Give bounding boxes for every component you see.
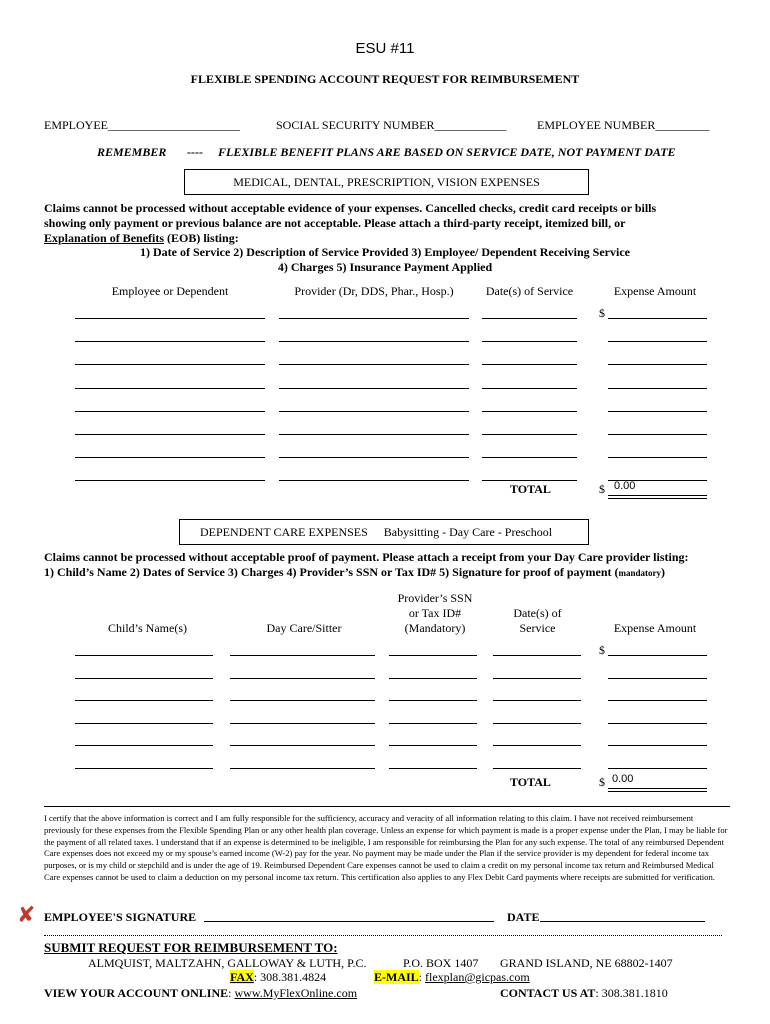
medical-total-line-1 <box>608 495 707 496</box>
view-account-label: VIEW YOUR ACCOUNT ONLINE <box>44 986 229 1000</box>
dependent-row-ssn-field[interactable] <box>389 700 477 701</box>
medical-row-amount-field[interactable] <box>608 434 707 435</box>
date-line[interactable] <box>540 921 705 922</box>
medical-row-provider-field[interactable] <box>279 341 469 342</box>
dependent-row-daycare-field[interactable] <box>230 745 375 746</box>
medical-row-provider-field[interactable] <box>279 457 469 458</box>
dependent-row-date-field[interactable] <box>493 745 581 746</box>
dependent-row-child-field[interactable] <box>75 678 213 679</box>
dependent-row-daycare-field[interactable] <box>230 655 375 656</box>
medical-row-employee-field[interactable] <box>75 341 265 342</box>
medical-instructions-2: showing only payment or previous balance are not acceptable. Please attach a third-party receipt, itemized bill, or <box>44 216 626 230</box>
medical-row-employee-field[interactable] <box>75 434 265 435</box>
dependent-dollar-sign: $ <box>599 643 605 657</box>
certification-text: I certify that the above information is correct and I am fully responsible for the sufficiency, accuracy and veracity of all information relating to this claim. I have not received reimbursement previously for these expenses from the Flexible Spending Plan or any other health plan coverage. Unless an expense for which payment is made is a proper expense under the Plan, I may be liable for the payment of all related taxes. I understand that if an expense is determined to be ineligible, I am responsible for reimbursing the Plan for any such expense. The total of any reimbursed Dependent Care expenses does not exceed my or my spouse’s earned income (W-2) pay for the year. No payment may be made under the Plan if the service provider is my dependent for federal income tax purposes, or is my child or stepchild and is under the age of 19. Reimbursed Dependent Care expenses cannot be used to claim a credit on my personal income tax return and Reimbursed Medical Care expenses cannot be used to claim a deduction on my personal income tax return. This certification also applies to any Flex Debit Card payments where receipts are submitted for verification. <box>44 813 728 882</box>
eob-link[interactable]: Explanation of Benefits <box>44 231 165 245</box>
dependent-instructions-1: Claims cannot be processed without acceptable proof of payment. Please attach a receipt from your Day Care provider listing: <box>44 550 689 564</box>
reminder-label: REMEMBER <box>97 145 167 159</box>
medical-row-amount-field[interactable] <box>608 388 707 389</box>
x-mark-icon: ✘ <box>17 903 36 928</box>
medical-total-value[interactable]: 0.00 <box>614 480 636 492</box>
email-line: E-MAIL: flexplan@gicpas.com <box>374 970 530 984</box>
dependent-row-date-field[interactable] <box>493 700 581 701</box>
medical-row-date-field[interactable] <box>482 364 577 365</box>
medical-total-dollar: $ <box>599 482 605 496</box>
employee-field[interactable]: EMPLOYEE______________________ <box>44 118 240 132</box>
col-provider-ssn-2: or Tax ID# <box>408 606 462 620</box>
medical-row-amount-field[interactable] <box>608 341 707 342</box>
signature-label: EMPLOYEE'S SIGNATURE <box>44 910 197 924</box>
medical-row-provider-field[interactable] <box>279 480 469 481</box>
medical-section-box <box>184 169 589 195</box>
dependent-row-amount-field[interactable] <box>608 700 707 701</box>
medical-row-employee-field[interactable] <box>75 364 265 365</box>
medical-row-date-field[interactable] <box>482 388 577 389</box>
date-label: DATE <box>507 910 540 924</box>
email-link[interactable]: flexplan@gicpas.com <box>425 970 530 984</box>
employee-number-field[interactable]: EMPLOYEE NUMBER_________ <box>537 118 710 132</box>
dependent-row-date-field[interactable] <box>493 768 581 769</box>
medical-row-amount-field[interactable] <box>608 411 707 412</box>
fax-label: FAX <box>230 970 254 984</box>
reminder-dash: ---- <box>187 145 203 159</box>
medical-row-provider-field[interactable] <box>279 411 469 412</box>
dependent-row-child-field[interactable] <box>75 700 213 701</box>
dependent-row-date-field[interactable] <box>493 678 581 679</box>
col-dep-dates-1: Date(s) of <box>513 606 562 620</box>
medical-row-employee-field[interactable] <box>75 388 265 389</box>
ssn-field[interactable]: SOCIAL SECURITY NUMBER____________ <box>276 118 507 132</box>
po-box: P.O. BOX 1407 <box>403 956 479 970</box>
dependent-total-line-1 <box>608 788 707 789</box>
dependent-total-line-2 <box>608 791 707 792</box>
dependent-row-date-field[interactable] <box>493 723 581 724</box>
submit-heading: SUBMIT REQUEST FOR REIMBURSEMENT TO: <box>44 940 338 955</box>
dependent-row-child-field[interactable] <box>75 745 213 746</box>
signature-line[interactable] <box>204 921 494 922</box>
dependent-row-daycare-field[interactable] <box>230 700 375 701</box>
dependent-row-amount-field[interactable] <box>608 678 707 679</box>
medical-total-label: TOTAL <box>510 482 551 496</box>
fax-line <box>230 970 326 985</box>
dependent-row-daycare-field[interactable] <box>230 678 375 679</box>
dependent-row-daycare-field[interactable] <box>230 723 375 724</box>
medical-row-date-field[interactable] <box>482 457 577 458</box>
medical-row-employee-field[interactable] <box>75 318 265 319</box>
col-provider-ssn-3: (Mandatory) <box>404 621 466 635</box>
medical-row-amount-field[interactable] <box>608 318 707 319</box>
dependent-row-amount-field[interactable] <box>608 745 707 746</box>
dependent-row-child-field[interactable] <box>75 723 213 724</box>
dependent-section-subtitle: Babysitting - Day Care - Preschool <box>383 524 553 539</box>
medical-row-provider-field[interactable] <box>279 364 469 365</box>
dependent-row-ssn-field[interactable] <box>389 678 477 679</box>
dependent-total-value[interactable]: 0.00 <box>612 773 634 785</box>
dependent-total-dollar: $ <box>599 775 605 789</box>
dependent-section-title: DEPENDENT CARE EXPENSES <box>200 524 368 539</box>
contact-label: CONTACT US AT <box>500 986 596 1000</box>
medical-list-1: 1) Date of Service 2) Description of Service Provided 3) Employee/ Dependent Receiving Service <box>140 245 630 259</box>
medical-row-employee-field[interactable] <box>75 411 265 412</box>
col-dates-of-service: Date(s) of Service <box>485 284 574 298</box>
dependent-row-ssn-field[interactable] <box>389 768 477 769</box>
dependent-instructions-2: 1) Child’s Name 2) Dates of Service 3) Charges 4) Provider’s SSN or Tax ID# 5) Signature for proof of payment (mandatory) <box>44 565 666 579</box>
dependent-section-box <box>179 519 589 545</box>
reminder-text: FLEXIBLE BENEFIT PLANS ARE BASED ON SERVICE DATE, NOT PAYMENT DATE <box>218 145 676 159</box>
col-provider-ssn-1: Provider’s SSN <box>397 591 473 605</box>
dependent-row-date-field[interactable] <box>493 655 581 656</box>
company-name: ALMQUIST, MALTZAHN, GALLOWAY & LUTH, P.C. <box>88 956 367 970</box>
dependent-row-amount-field[interactable] <box>608 655 707 656</box>
view-account-line: VIEW YOUR ACCOUNT ONLINE: www.MyFlexOnline.com <box>44 986 358 1000</box>
form-title: FLEXIBLE SPENDING ACCOUNT REQUEST FOR REIMBURSEMENT <box>190 72 580 86</box>
medical-row-date-field[interactable] <box>482 318 577 319</box>
contact-phone: : 308.381.1810 <box>595 986 668 1000</box>
dependent-row-amount-field[interactable] <box>608 723 707 724</box>
medical-row-amount-field[interactable] <box>608 364 707 365</box>
col-child-name: Child’s Name(s) <box>108 621 187 635</box>
contact-line <box>500 986 668 1001</box>
col-provider: Provider (Dr, DDS, Phar., Hosp.) <box>294 284 454 298</box>
medical-row-employee-field[interactable] <box>75 457 265 458</box>
dependent-row-child-field[interactable] <box>75 655 213 656</box>
col-employee-dependent: Employee or Dependent <box>111 284 229 298</box>
medical-row-provider-field[interactable] <box>279 434 469 435</box>
medical-dollar-sign: $ <box>599 306 605 320</box>
dependent-row-child-field[interactable] <box>75 768 213 769</box>
medical-instructions-3: Explanation of Benefits (EOB) listing: <box>44 231 239 245</box>
email-label: E-MAIL <box>374 970 419 984</box>
dependent-row-daycare-field[interactable] <box>230 768 375 769</box>
medical-row-employee-field[interactable] <box>75 480 265 481</box>
medical-row-provider-field[interactable] <box>279 318 469 319</box>
medical-instructions-1: Claims cannot be processed without acceptable evidence of your expenses. Cancelled checks, credit card receipts or bills <box>44 201 657 215</box>
medical-row-amount-field[interactable] <box>608 457 707 458</box>
document-id: ESU #11 <box>355 40 415 57</box>
col-dep-expense-amount: Expense Amount <box>613 621 697 635</box>
col-expense-amount: Expense Amount <box>613 284 697 298</box>
online-link[interactable]: www.MyFlexOnline.com <box>234 986 358 1000</box>
dependent-row-ssn-field[interactable] <box>389 745 477 746</box>
dependent-row-ssn-field[interactable] <box>389 723 477 724</box>
certification-divider <box>44 806 730 807</box>
medical-row-date-field[interactable] <box>482 341 577 342</box>
dependent-row-ssn-field[interactable] <box>389 655 477 656</box>
medical-list-2: 4) Charges 5) Insurance Payment Applied <box>277 260 493 274</box>
medical-row-date-field[interactable] <box>482 411 577 412</box>
dotted-divider <box>44 935 722 936</box>
col-dep-dates-2: Service <box>519 621 556 635</box>
medical-row-date-field[interactable] <box>482 434 577 435</box>
fax-number: : 308.381.4824 <box>253 970 327 984</box>
dependent-total-label: TOTAL <box>510 775 551 789</box>
medical-total-line-2 <box>608 498 707 499</box>
dependent-row-amount-field[interactable] <box>608 768 707 769</box>
col-daycare: Day Care/Sitter <box>266 621 342 635</box>
medical-section-title: MEDICAL, DENTAL, PRESCRIPTION, VISION EXPENSES <box>233 174 540 189</box>
medical-row-provider-field[interactable] <box>279 388 469 389</box>
city-state-zip: GRAND ISLAND, NE 68802-1407 <box>500 956 673 970</box>
